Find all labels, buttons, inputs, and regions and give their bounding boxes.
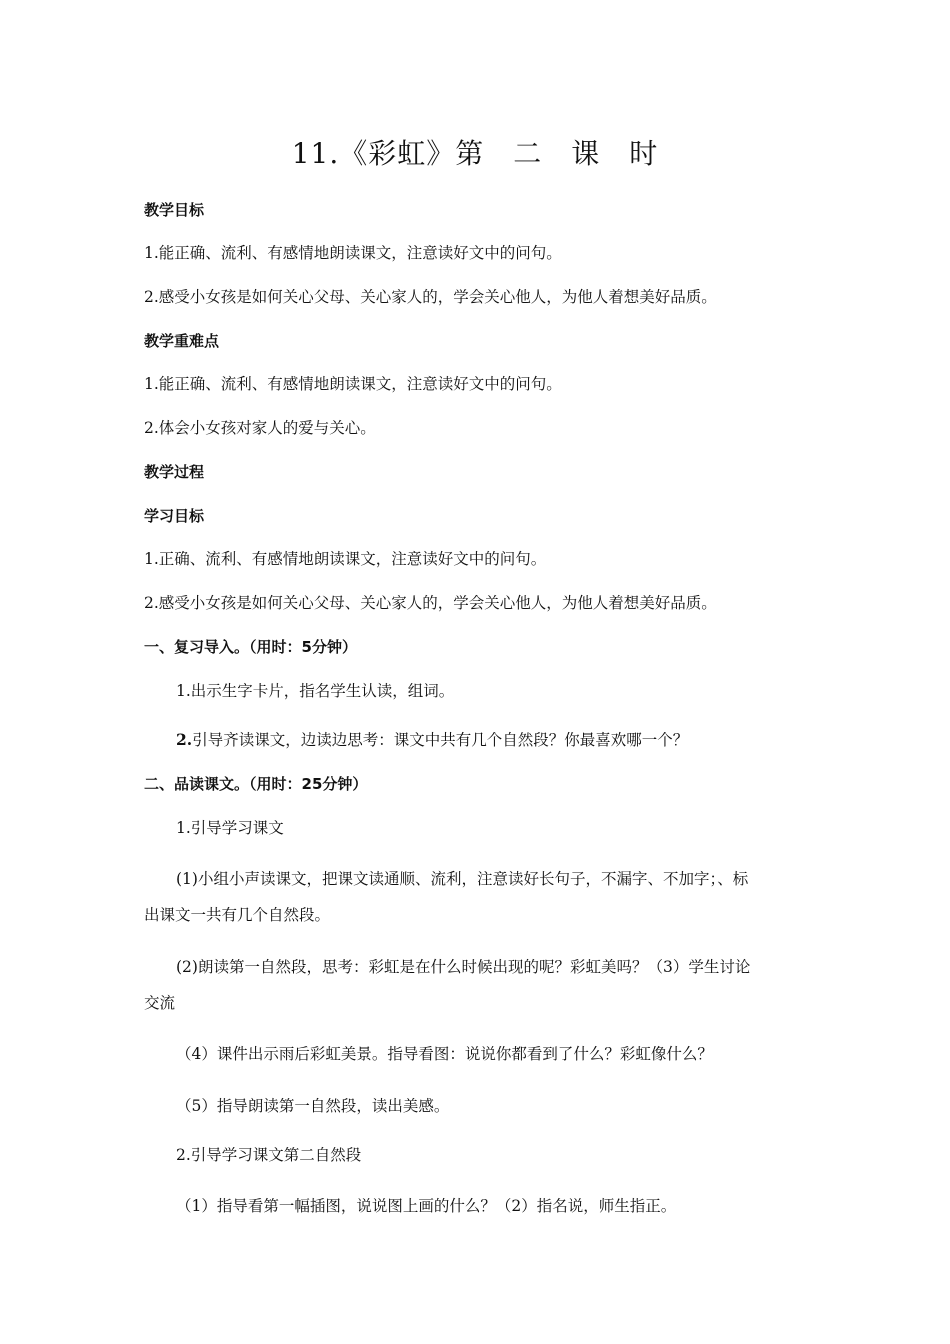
paragraph: 1.能正确、流利、有感情地朗读课文，注意读好文中的问句。 xyxy=(144,375,562,393)
paragraph: 2.体会小女孩对家人的爱与关心。 xyxy=(144,419,376,437)
paragraph: 1.能正确、流利、有感情地朗读课文，注意读好文中的问句。 xyxy=(144,244,562,262)
paragraph: 2.感受小女孩是如何关心父母、关心家人的，学会关心他人，为他人着想美好品质。 xyxy=(144,594,717,612)
section-heading-review: 一、复习导入。（用时：5分钟） xyxy=(144,638,357,656)
item-number: 2. xyxy=(176,730,193,749)
paragraph: （5）指导朗读第一自然段，读出美感。 xyxy=(176,1097,450,1115)
paragraph: (1)小组小声读课文，把课文读通顺、流利，注意读好长句子，不漏字、不加字；、标 xyxy=(176,870,749,888)
paragraph: 2.感受小女孩是如何关心父母、关心家人的，学会关心他人，为他人着想美好品质。 xyxy=(144,288,717,306)
paragraph: 1.引导学习课文 xyxy=(176,819,284,837)
item-text: 引导齐读课文，边读边思考：课文中共有几个自然段？你最喜欢哪一个？ xyxy=(192,731,689,749)
paragraph: （4）课件出示雨后彩虹美景。指导看图：说说你都看到了什么？彩虹像什么？ xyxy=(176,1045,713,1063)
paragraph: （1）指导看第一幅插图，说说图上画的什么？（2）指名说，师生指正。 xyxy=(176,1197,677,1215)
section-heading-reading: 二、品读课文。（用时：25分钟） xyxy=(144,775,368,793)
paragraph xyxy=(176,730,688,750)
paragraph: 1.出示生字卡片，指名学生认读，组词。 xyxy=(176,682,455,700)
document-title: 11.《彩虹》第 二 课 时 xyxy=(291,137,659,170)
paragraph: 交流 xyxy=(144,994,176,1012)
section-heading-process: 教学过程 xyxy=(144,463,205,481)
paragraph: 1.正确、流利、有感情地朗读课文，注意读好文中的问句。 xyxy=(144,550,547,568)
section-heading-learning-goals: 学习目标 xyxy=(144,507,205,525)
section-heading-key-points: 教学重难点 xyxy=(144,332,220,350)
paragraph: 2.引导学习课文第二自然段 xyxy=(176,1146,362,1164)
paragraph: (2)朗读第一自然段，思考：彩虹是在什么时候出现的呢？彩虹美吗？（3）学生讨论 xyxy=(176,958,751,976)
section-heading-teaching-goals: 教学目标 xyxy=(144,201,205,219)
paragraph: 出课文一共有几个自然段。 xyxy=(144,906,331,924)
